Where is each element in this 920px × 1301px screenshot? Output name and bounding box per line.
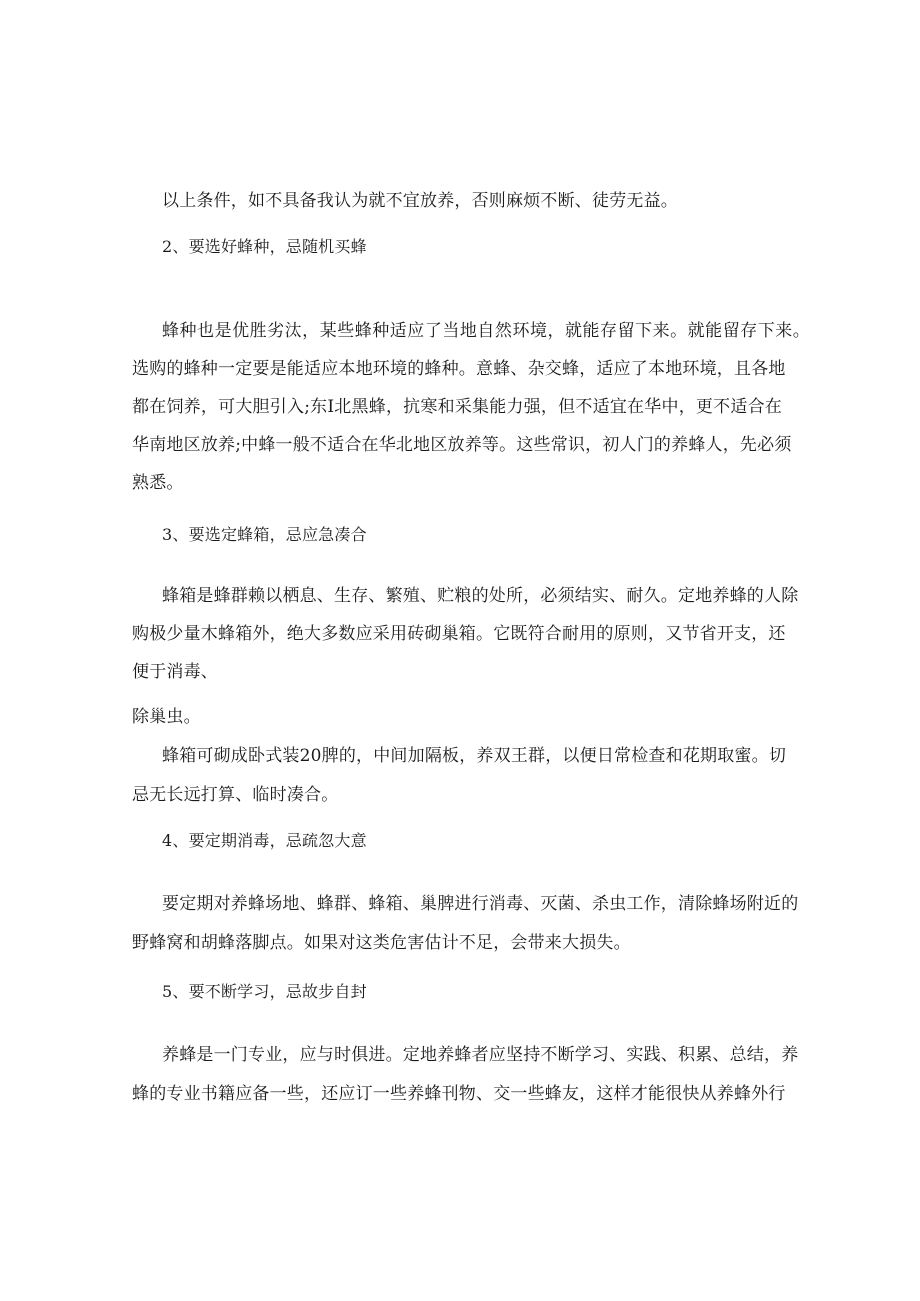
section-3-line-2: 购极少量木蜂箱外，绝大多数应采用砖砌巢箱。它既符合耐用的原则，又节省开支，还 xyxy=(132,624,786,644)
section-2-heading: 2、要选好蜂种，忌随机买蜂 xyxy=(162,237,367,256)
section-3-line-5: 蜂箱可砌成卧式装20脾的，中间加隔板，养双王群，以便日常检查和花期取蜜。切 xyxy=(162,746,787,766)
section-2-line-5: 熟悉。 xyxy=(132,473,184,493)
section-2-line-1: 蜂种也是优胜劣汰，某些蜂种适应了当地自然环境，就能存留下来。就能留存下来。 xyxy=(162,321,810,341)
section-3-line-4: 除巢虫。 xyxy=(132,707,201,727)
section-3-line-1: 蜂箱是蜂群赖以栖息、生存、繁殖、贮粮的处所，必须结实、耐久。定地养蜂的人除 xyxy=(162,586,799,606)
section-3-line-3: 便于消毒、 xyxy=(132,662,218,682)
section-4-line-2: 野蜂窝和胡蜂落脚点。如果对这类危害估计不足，会带来大损失。 xyxy=(132,933,631,953)
section-5-line-2: 蜂的专业书籍应备一些，还应订一些养蜂刊物、交一些蜂友，这样才能很快从养蜂外行 xyxy=(132,1084,786,1104)
section-2-line-2: 选购的蜂种一定要是能适应本地环境的蜂种。意蜂、杂交蜂，适应了本地环境，且各地 xyxy=(132,359,786,379)
section-3-heading: 3、要选定蜂箱，忌应急凑合 xyxy=(162,525,367,544)
section-3-line-6: 忌无长远打算、临时凑合。 xyxy=(132,785,339,805)
section-5-heading: 5、要不断学习，忌故步自封 xyxy=(162,982,367,1001)
section-4-heading: 4、要定期消毒，忌疏忽大意 xyxy=(162,831,367,850)
section-2-line-3: 都在饲养，可大胆引入;东I北黑蜂，抗寒和采集能力强，但不适宜在华中，更不适合在 xyxy=(132,397,782,417)
section-4-line-1: 要定期对养蜂场地、蜂群、蜂箱、巢脾进行消毒、灭菌、杀虫工作，清除蜂场附近的 xyxy=(162,894,799,914)
section-5-line-1: 养蜂是一门专业，应与时俱进。定地养蜂者应坚持不断学习、实践、积累、总结，养 xyxy=(162,1045,799,1065)
section-2-line-4: 华南地区放养;中蜂一般不适合在华北地区放养等。这些常识，初人门的养蜂人，先必须 xyxy=(132,435,792,455)
intro-conclusion-paragraph: 以上条件，如不具备我认为就不宜放养，否则麻烦不断、徒劳无益。 xyxy=(162,191,678,211)
